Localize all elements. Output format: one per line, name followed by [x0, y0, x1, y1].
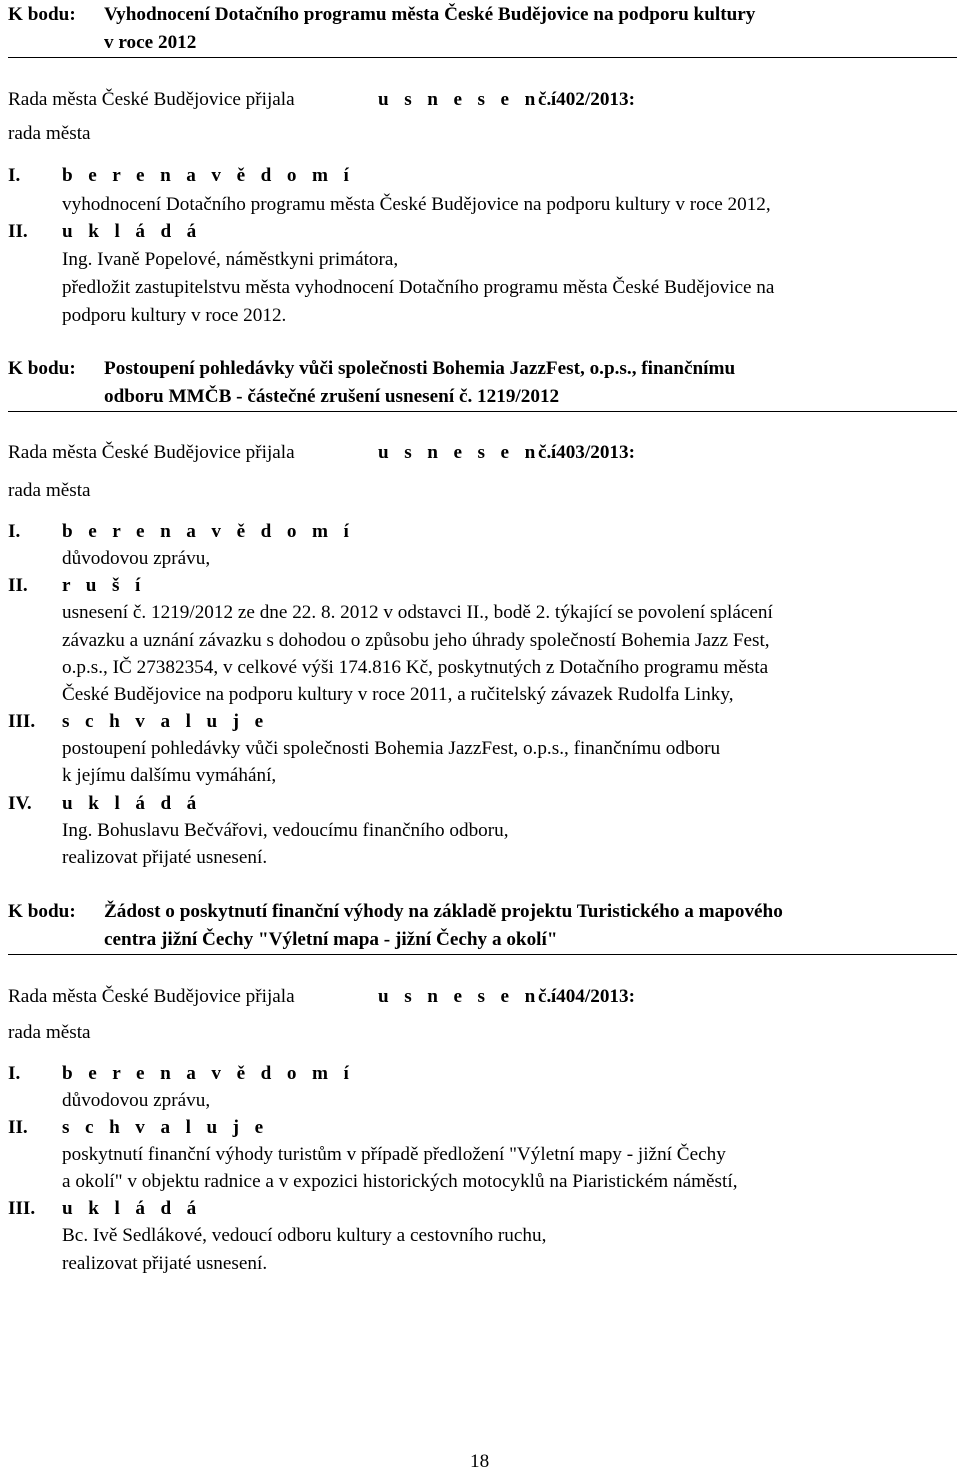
item-verb: s c h v a l u j e — [62, 1117, 269, 1138]
bod-label: K bodu: — [8, 901, 76, 922]
section-title-line: v roce 2012 — [104, 32, 197, 53]
section-title-line: centra jižní Čechy "Výletní mapa - jižní Čechy a okolí" — [104, 929, 558, 950]
item-verb: b e r e n a v ě d o m í — [62, 521, 355, 542]
resolution-word: u s n e s e n í — [378, 89, 562, 110]
item-text-line: usnesení č. 1219/2012 ze dne 22. 8. 2012 v odstavci II., bodě 2. týkající se povolení splácení — [62, 602, 773, 623]
item-roman: I. — [8, 165, 21, 186]
resolution-intro: Rada města České Budějovice přijala — [8, 89, 295, 110]
section-title-line: odboru MMČB - částečné zrušení usnesení č. 1219/2012 — [104, 386, 560, 407]
item-text-line: závazku a uznání závazku s dohodou o způsobu jeho úhrady společností Bohemia Jazz Fest, — [62, 630, 770, 651]
bod-label: K bodu: — [8, 358, 76, 379]
resolution-number: č. 402/2013: — [538, 89, 635, 110]
resolution-number: č. 403/2013: — [538, 442, 635, 463]
resolution-word: u s n e s e n í — [378, 442, 562, 463]
item-verb: u k l á d á — [62, 221, 202, 242]
item-text-line: realizovat přijaté usnesení. — [62, 1253, 268, 1274]
council-label: rada města — [8, 1022, 91, 1043]
item-text-line: postoupení pohledávky vůči společnosti Bohemia JazzFest, o.p.s., finančnímu odboru — [62, 738, 721, 759]
item-text-line: vyhodnocení Dotačního programu města České Budějovice na podporu kultury v roce 2012, — [62, 194, 771, 215]
item-text-line: Ing. Bohuslavu Bečvářovi, vedoucímu finančního odboru, — [62, 820, 509, 841]
title-underline — [8, 954, 957, 955]
item-roman: II. — [8, 575, 28, 596]
item-text-line: podporu kultury v roce 2012. — [62, 305, 287, 326]
item-roman: III. — [8, 711, 36, 732]
item-text-line: Bc. Ivě Sedlákové, vedoucí odboru kultury a cestovního ruchu, — [62, 1225, 547, 1246]
council-label: rada města — [8, 123, 91, 144]
item-roman: II. — [8, 1117, 28, 1138]
item-verb: b e r e n a v ě d o m í — [62, 1063, 355, 1084]
section-title-line: Postoupení pohledávky vůči společnosti Bohemia JazzFest, o.p.s., finančnímu — [104, 358, 736, 379]
page-number: 18 — [470, 1451, 490, 1472]
resolution-intro: Rada města České Budějovice přijala — [8, 986, 295, 1007]
bod-label: K bodu: — [8, 4, 76, 25]
title-underline — [8, 411, 957, 412]
item-verb: u k l á d á — [62, 793, 202, 814]
item-text-line: Ing. Ivaně Popelové, náměstkyni primátora, — [62, 249, 399, 270]
item-text-line: poskytnutí finanční výhody turistům v případě předložení "Výletní mapy - jižní Čechy — [62, 1144, 726, 1165]
item-verb: r u š í — [62, 575, 146, 596]
resolution-word: u s n e s e n í — [378, 986, 562, 1007]
title-underline — [8, 57, 957, 58]
item-verb: s c h v a l u j e — [62, 711, 269, 732]
item-roman: I. — [8, 1063, 21, 1084]
item-roman: III. — [8, 1198, 36, 1219]
item-text-line: České Budějovice na podporu kultury v roce 2011, a ručitelský závazek Rudolfa Linky, — [62, 684, 734, 705]
item-text-line: a okolí" v objektu radnice a v expozici historických motocyklů na Piaristickém náměstí, — [62, 1171, 738, 1192]
resolution-number: č. 404/2013: — [538, 986, 635, 1007]
item-roman: I. — [8, 521, 21, 542]
section-title-line: Vyhodnocení Dotačního programu města České Budějovice na podporu kultury — [104, 4, 756, 25]
item-text-line: k jejímu dalšímu vymáhání, — [62, 765, 277, 786]
item-text-line: předložit zastupitelstvu města vyhodnocení Dotačního programu města České Budějovice na — [62, 277, 775, 298]
item-verb: b e r e n a v ě d o m í — [62, 165, 355, 186]
resolution-intro: Rada města České Budějovice přijala — [8, 442, 295, 463]
section-title-line: Žádost o poskytnutí finanční výhody na základě projektu Turistického a mapového — [104, 901, 783, 922]
item-text-line: důvodovou zprávu, — [62, 548, 211, 569]
item-roman: II. — [8, 221, 28, 242]
item-text-line: důvodovou zprávu, — [62, 1090, 211, 1111]
item-verb: u k l á d á — [62, 1198, 202, 1219]
item-roman: IV. — [8, 793, 32, 814]
item-text-line: o.p.s., IČ 27382354, v celkové výši 174.816 Kč, poskytnutých z Dotačního programu města — [62, 657, 769, 678]
council-label: rada města — [8, 480, 91, 501]
item-text-line: realizovat přijaté usnesení. — [62, 847, 268, 868]
